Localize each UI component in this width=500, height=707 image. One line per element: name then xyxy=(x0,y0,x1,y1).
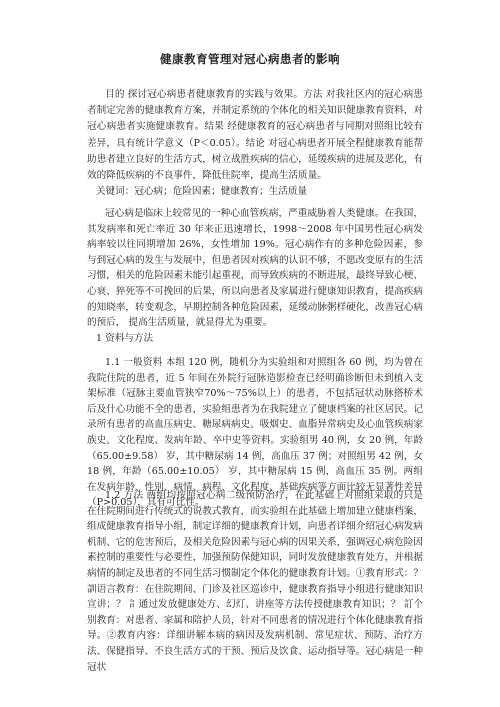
intro-text: 冠心病是临床上较常见的一种心血管疾病，严重威胁着人类健康。在我国，其发病率和死亡率近 30 年来正迅速增长，1998～2008 年中国男性冠心病发病率较以往同期增加 26%，女性增加 19%。冠心病作有的多种危险因素，参与到冠心病的发生与发展中，但患者因对疾病的认识不够，不愿改变原有的生活习惯，相关的危险因素未能引起重视，而导致疾病的不断进展，最终导致心梗、心衰、猝死等不可挽回的后果，所以向患者及家属进行健康知识教育，提高疾病的知晓率，转变观念，早期控制各种危险因素，延缓动脉粥样硬化，改善冠心病的预后， 提高生活质量，就显得尤为重要。 xyxy=(87,208,423,329)
subsection-methods-text: 1.2 方法 两组均按照冠心病二级预防治疗，在此基础上对照组采取的只是在住院期间进行传统式的说教式教育，而实验组在此基础上增加建立健康档案，组成健康教育指导小组，制定详细的健康教育计划，向患者详细介绍冠心病发病机制、它的危害预后，及相关危险因素与冠心病的因果关系，强调冠心病危险因素控制的重要性与必要性，加强预防保健知识，同时发放健康教育处方，并根据病情的制定及患者的不同生活习惯制定个体化的健康教育计划。①教育形式：？ 訓语言教育：在住院期间、门诊及社区巡诊中，健康教育指导小组进行健康知识宣讲；？ 訁通过发放健康处方、幻灯、讲座等方法传授健康教育知识；？ 訂个别教育：对患者、家属和陪护人员，针对不同患者的情况进行个体化健康教育指导。②教育内容：详细讲解本病的病因及发病机制、常见症状、预防、治疗方法、保健指导、不良生活方式的干预、预后及饮食、运动指导等。冠心病是一种冠状 xyxy=(87,490,423,673)
abstract-text: 目的 探讨冠心病患者健康教育的实践与效果。方法 对我社区内的冠心病患者制定完善的健康教育方案，并制定系统的个体化的相关知识健康教育资料，对冠心病患者实施健康教育。结果 经健康教育的冠心病患者与同期对照组比较有差异，具有统计学意义（P＜0.05）。结论 对冠心病患者开展全程健康教育能帮助患者建立良好的生活方式，树立战胜疾病的信心，延缓疾病的进展及恶化，有效的降低疾病的不良事件，降低住院率，提高生活质量。 xyxy=(87,89,423,182)
abstract-paragraph xyxy=(87,87,423,184)
intro-paragraph xyxy=(87,206,423,331)
subsection-methods xyxy=(87,488,423,675)
subsection-general-data-text: 1.1 一般资料 本组 120 例，随机分为实验组和对照组各 60 例，均为曾在我院住院的患者，近 5 年间在外院行冠脉造影检查已经明确诊断但未到植入支架标准（冠脉主要血管狭窄70%～75%以上）的患者，不包括冠状动脉搭桥术后及什心功能不全的患者，实验组患者为在我院建立了健康档案的社区居民。记录所有患者的高血压病史、糖尿病病史、吸烟史、血脂异常病史及心血管疾病家族史、文化程度、发病年龄、卒中史等资料。实验组男 40 例，女 20 例，年龄（65.00±9.58） 岁，其中糖尿病 14 例，高血压 37 例；对照组男 42 例，女 18 例，年龄（65.00±10.05） 岁，其中糖尿病 15 例，高血压 35 例。两组在发病年龄、性别、病情、病程、文化程度、基础疾病等方面比较无显著性差异（P>0.05），具有可比性。 xyxy=(87,357,423,509)
keywords-line: 关键词：冠心病；危险因素；健康教育；生活质量 xyxy=(96,186,308,197)
paper-title: 健康教育管理对冠心病患者的影响 xyxy=(160,52,340,66)
section-heading: 1 资料与方法 xyxy=(96,333,154,344)
